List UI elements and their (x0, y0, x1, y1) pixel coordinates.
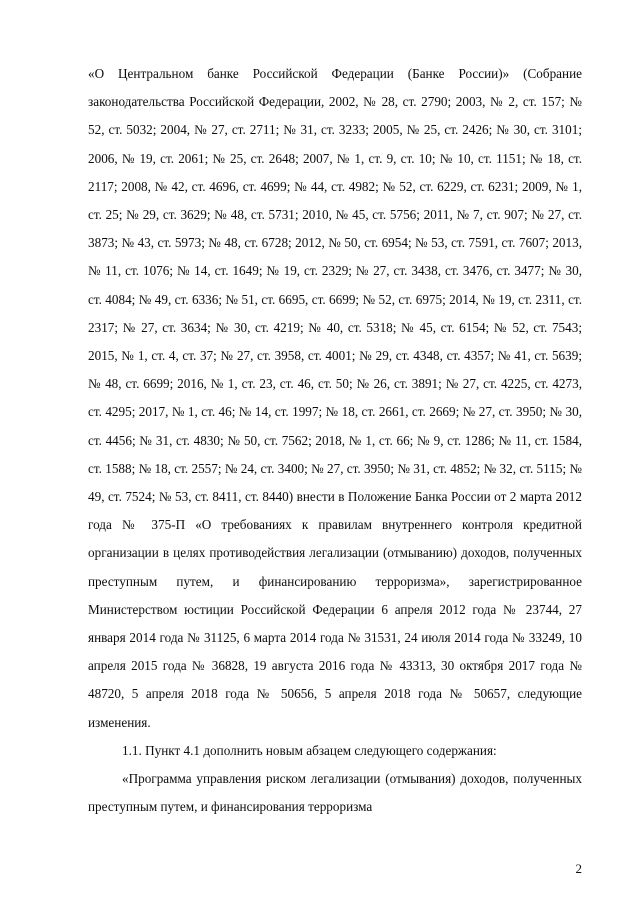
document-body (88, 60, 582, 821)
paragraph-item-1-1: 1.1. Пункт 4.1 дополнить новым абзацем следующего содержания: (122, 742, 497, 758)
page-number: 2 (575, 861, 582, 876)
paragraph-new-clause: «Программа управления риском легализации (отмывания) доходов, полученных преступным путем, и финансирования терроризма (88, 771, 582, 815)
paragraph-amendment-preamble: «О Центральном банке Российской Федерации (Банке России)» (Собрание законодательства Российской Федерации, 2002, № 28, ст. 2790; 2003, № 2, ст. 157; № 52, ст. 5032; 2004, № 27, ст. 2711; № 31, ст. 3233; 2005, № 25, ст. 2426; № 30, ст. 3101; 2006, № 19, ст. 2061; № 25, ст. 2648; 2007, № 1, ст. 9, ст. 10; № 10, ст. 1151; № 18, ст. 2117; 2008, № 42, ст. 4696, ст. 4699; № 44, ст. 4982; № 52, ст. 6229, ст. 6231; 2009, № 1, ст. 25; № 29, ст. 3629; № 48, ст. 5731; 2010, № 45, ст. 5756; 2011, № 7, ст. 907; № 27, ст. 3873; № 43, ст. 5973; № 48, ст. 6728; 2012, № 50, ст. 6954; № 53, ст. 7591, ст. 7607; 2013, № 11, ст. 1076; № 14, ст. 1649; № 19, ст. 2329; № 27, ст. 3438, ст. 3476, ст. 3477; № 30, ст. 4084; № 49, ст. 6336; № 51, ст. 6695, ст. 6699; № 52, ст. 6975; 2014, № 19, ст. 2311, ст. 2317; № 27, ст. 3634; № 30, ст. 4219; № 40, ст. 5318; № 45, ст. 6154; № 52, ст. 7543; 2015, № 1, ст. 4, ст. 37; № 27, ст. 3958, ст. 4001; № 29, ст. 4348, ст. 4357; № 41, ст. 5639; № 48, ст. 6699; 2016, № 1, ст. 23, ст. 46, ст. 50; № 26, ст. 3891; № 27, ст. 4225, ст. 4273, ст. 4295; 2017, № 1, ст. 46; № 14, ст. 1997; № 18, ст. 2661, ст. 2669; № 27, ст. 3950; № 30, ст. 4456; № 31, ст. 4830; № 50, ст. 7562; 2018, № 1, ст. 66; № 9, ст. 1286; № 11, ст. 1584, ст. 1588; № 18, ст. 2557; № 24, ст. 3400; № 27, ст. 3950; № 31, ст. 4852; № 32, ст. 5115; № 49, ст. 7524; № 53, ст. 8411, ст. 8440) внести в Положение Банка России от 2 марта 2012 года № 375-П «О требованиях к правилам внутреннего контроля кредитной организации в целях противодействия легализации (отмыванию) доходов, полученных преступным путем, и финансированию терроризма», зарегистрированное Министерством юстиции Российской Федерации 6 апреля 2012 года № 23744, 27 января 2014 года № 31125, 6 марта 2014 года № 31531, 24 июля 2014 года № 33249, 10 апреля 2015 года № 36828, 19 августа 2016 года № 43313, 30 октября 2017 года № 48720, 5 апреля 2018 года № 50656, 5 апреля 2018 года № 50657, следующие изменения. (88, 66, 582, 730)
